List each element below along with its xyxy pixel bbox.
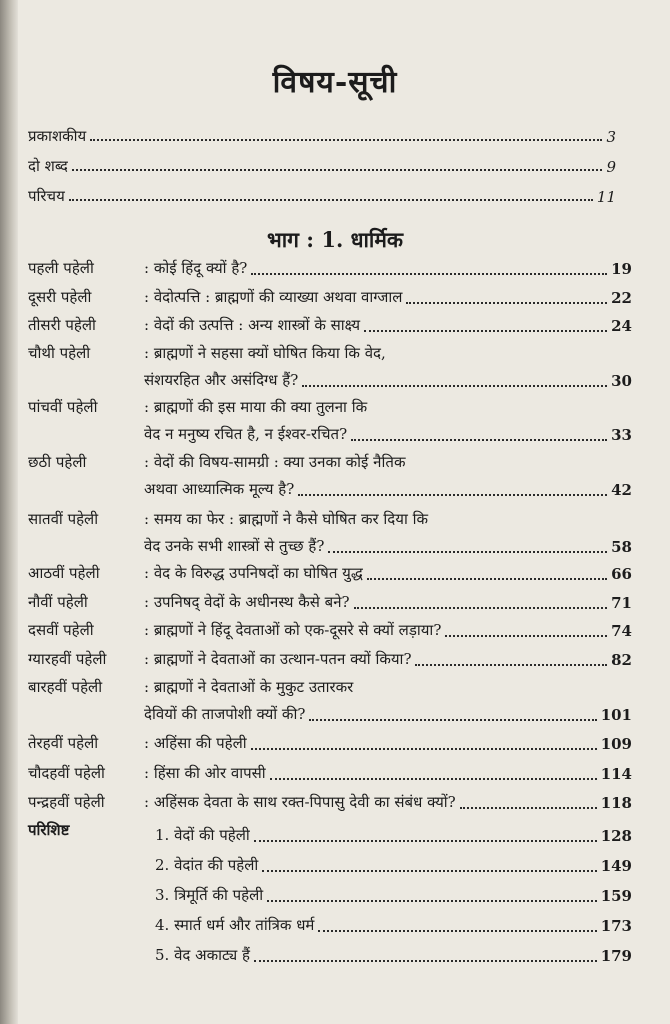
puzzle-label: पहली पहेली [28, 259, 94, 277]
page-number: 159 [600, 887, 632, 905]
dot-leader [298, 493, 607, 496]
appendix-label: परिशिष्ट [28, 821, 70, 839]
entry-line [144, 315, 632, 335]
entry-line [144, 536, 632, 556]
contents-entry[interactable] [28, 509, 632, 563]
appendix-entry[interactable] [155, 853, 632, 875]
entry-title: अथवा आध्यात्मिक मूल्य है? [144, 480, 295, 498]
page-number: 71 [611, 594, 632, 612]
appendix-entry[interactable] [155, 943, 632, 965]
entry-title: संशयरहित और असंदिग्ध हैं? [144, 371, 299, 389]
entry-title: देवियों की ताजपोशी क्यों की? [144, 705, 306, 723]
contents-entry[interactable] [28, 258, 632, 285]
contents-entry[interactable] [28, 287, 632, 314]
entry-title: : ब्राह्मणों ने देवताओं के मुकुट उतारकर [144, 678, 354, 696]
entry-line [144, 649, 632, 669]
entry-line [144, 424, 632, 444]
page-number: 19 [611, 260, 632, 278]
appendix-entry[interactable] [155, 913, 632, 935]
dot-leader [351, 438, 607, 441]
page-number: 42 [611, 481, 632, 499]
dot-leader [254, 839, 597, 842]
puzzle-label: पन्द्रहवीं पहेली [28, 793, 105, 811]
puzzle-label: सातवीं पहेली [28, 510, 99, 528]
dot-leader [72, 168, 603, 171]
entry-line [144, 704, 632, 724]
entry-line [144, 452, 632, 479]
contents-entry[interactable] [28, 592, 632, 619]
dot-leader [367, 577, 607, 580]
entry-title: : ब्राह्मणों ने सहसा क्यों घोषित किया कि वेद, [144, 344, 386, 362]
page-number: 11 [596, 188, 616, 206]
prelim-entry[interactable] [28, 176, 616, 206]
dot-leader [460, 806, 597, 809]
dot-leader [270, 777, 597, 780]
contents-entry[interactable] [28, 733, 632, 760]
entry-line [144, 370, 632, 390]
contents-entry[interactable] [28, 315, 632, 342]
contents-entry[interactable] [28, 620, 632, 647]
page-number: 149 [600, 857, 632, 875]
entry-line [144, 258, 632, 278]
puzzle-label: चौदहवीं पहेली [28, 764, 105, 782]
dot-leader [328, 550, 607, 553]
section-title: भाग : 1. धार्मिक [266, 227, 404, 252]
puzzle-label: ग्यारहवीं पहेली [28, 650, 107, 668]
contents-entry[interactable] [28, 649, 632, 676]
appendix-entry[interactable] [155, 883, 632, 905]
dot-leader [406, 301, 607, 304]
page-number: 3 [606, 128, 616, 146]
appendix-title: 5. वेद अकाट्य हैं [155, 946, 250, 964]
entry-line [144, 592, 632, 612]
entry-line [144, 792, 632, 812]
contents-entry[interactable] [28, 452, 632, 506]
page-number: 30 [611, 372, 632, 390]
dot-leader [364, 329, 607, 332]
page-number: 118 [600, 794, 632, 812]
page-number: 109 [600, 735, 632, 753]
dot-leader [302, 384, 607, 387]
puzzle-label: दूसरी पहेली [28, 288, 92, 306]
entry-line [144, 620, 632, 640]
dot-leader [309, 718, 596, 721]
dot-leader [254, 959, 597, 962]
puzzle-label: नौवीं पहेली [28, 593, 88, 611]
appendix-title: 2. वेदांत की पहेली [155, 856, 259, 874]
entry-line [144, 509, 632, 536]
dot-leader [69, 198, 593, 201]
entry-title: : ब्राह्मणों ने देवताओं का उत्थान-पतन क्यों किया? [144, 650, 412, 668]
page-spine-shadow [0, 0, 18, 1024]
dot-leader [445, 634, 607, 637]
entry-title: वेद न मनुष्य रचित है, न ईश्वर-रचित? [144, 425, 348, 443]
page-number: 173 [600, 917, 632, 935]
puzzle-label: पांचवीं पहेली [28, 398, 98, 416]
page-number: 66 [611, 565, 632, 583]
entry-title: : वेद के विरुद्ध उपनिषदों का घोषित युद्ध [144, 564, 363, 582]
entry-title: : हिंसा की ओर वापसी [144, 764, 266, 782]
dot-leader [415, 663, 607, 666]
contents-entry[interactable] [28, 792, 632, 819]
prelim-entry[interactable] [28, 146, 616, 176]
entry-title: : कोई हिंदू क्यों है? [144, 259, 248, 277]
page-number: 24 [611, 317, 632, 335]
entry-title: : समय का फेर : ब्राह्मणों ने कैसे घोषित कर दिया कि [144, 510, 429, 528]
entry-title: : वेदों की विषय-सामग्री : क्या उनका कोई नैतिक [144, 453, 406, 471]
entry-line [144, 397, 632, 424]
appendix-title: 4. स्मार्त धर्म और तांत्रिक धर्म [155, 916, 315, 934]
page-number: 114 [600, 765, 632, 783]
contents-entry[interactable] [28, 343, 632, 397]
dot-leader [90, 138, 602, 141]
appendix-title: 3. त्रिमूर्ति की पहेली [155, 886, 264, 904]
contents-entry[interactable] [28, 763, 632, 790]
entry-line [144, 677, 632, 704]
puzzle-label: चौथी पहेली [28, 344, 91, 362]
appendix-title: 1. वेदों की पहेली [155, 826, 250, 844]
page-number: 101 [600, 706, 632, 724]
appendix-entry[interactable] [155, 823, 632, 845]
prelim-label: प्रकाशकीय [28, 127, 87, 145]
entry-title: : वेदों की उत्पत्ति : अन्य शास्त्रों के साक्ष्य [144, 316, 361, 334]
prelim-entry[interactable] [28, 116, 616, 146]
prelim-label: दो शब्द [28, 157, 68, 175]
entry-line [144, 733, 632, 753]
entry-line [144, 287, 632, 307]
puzzle-label: बारहवीं पहेली [28, 678, 103, 696]
prelim-label: परिचय [28, 187, 65, 205]
contents-entry[interactable] [28, 397, 632, 451]
entry-title: : वेदोत्पत्ति : ब्राह्मणों की व्याख्या अथवा वाग्जाल [144, 288, 403, 306]
puzzle-label: छठी पहेली [28, 453, 87, 471]
entry-title: वेद उनके सभी शास्त्रों से तुच्छ हैं? [144, 537, 325, 555]
entry-line [144, 563, 632, 583]
puzzle-label: तेरहवीं पहेली [28, 734, 99, 752]
dot-leader [318, 929, 596, 932]
dot-leader [267, 899, 597, 902]
puzzle-label: दसवीं पहेली [28, 621, 94, 639]
dot-leader [354, 606, 608, 609]
entry-title: : उपनिषद् वेदों के अधीनस्थ कैसे बने? [144, 593, 350, 611]
page-number: 74 [611, 622, 632, 640]
page-number: 22 [611, 289, 632, 307]
entry-line [144, 343, 632, 370]
puzzle-label: आठवीं पहेली [28, 564, 100, 582]
page-number: 9 [606, 158, 616, 176]
entry-title: : ब्राह्मणों ने हिंदू देवताओं को एक-दूसरे से क्यों लड़ाया? [144, 621, 442, 639]
entry-line [144, 763, 632, 783]
page-number: 128 [600, 827, 632, 845]
page-number: 58 [611, 538, 632, 556]
entry-title: : ब्राह्मणों की इस माया की क्या तुलना कि [144, 398, 368, 416]
page-number: 82 [611, 651, 632, 669]
entry-line [144, 479, 632, 499]
contents-entry[interactable] [28, 677, 632, 731]
entry-title: : अहिंसक देवता के साथ रक्त-पिपासु देवी का संबंध क्यों? [144, 793, 456, 811]
contents-entry[interactable] [28, 563, 632, 590]
dot-leader [251, 747, 597, 750]
entry-title: : अहिंसा की पहेली [144, 734, 247, 752]
puzzle-label: तीसरी पहेली [28, 316, 96, 334]
page-number: 33 [611, 426, 632, 444]
page-title: विषय-सूची [272, 65, 398, 100]
dot-leader [251, 272, 607, 275]
dot-leader [262, 869, 596, 872]
page-number: 179 [600, 947, 632, 965]
